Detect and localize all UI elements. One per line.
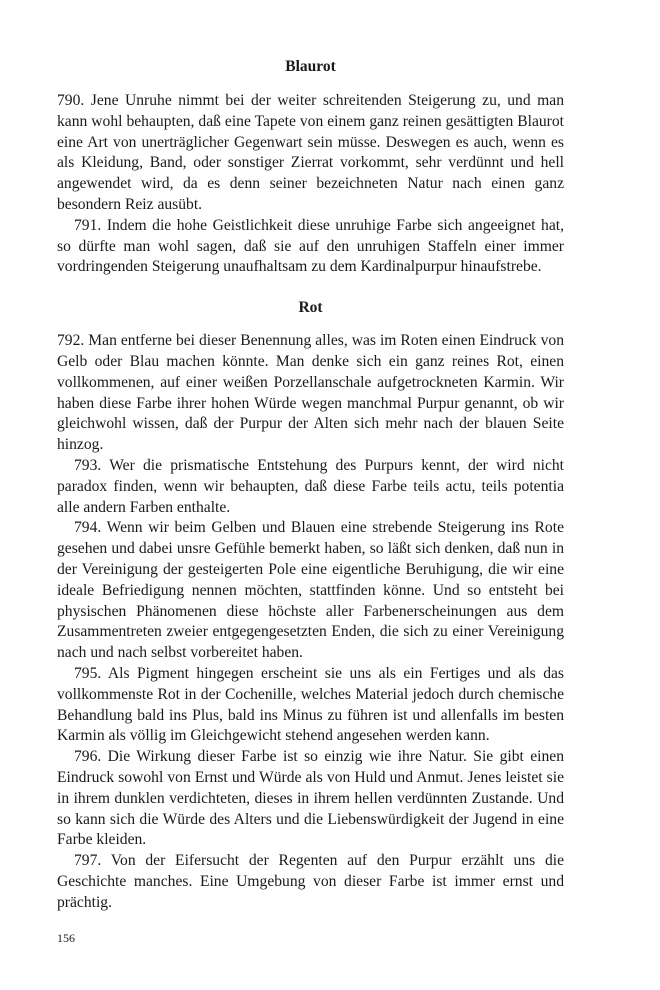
page-body — [57, 55, 564, 913]
section-heading-blaurot: Blaurot — [285, 58, 336, 75]
paragraph-795: 795. Als Pigment hingegen erscheint sie uns als ein Fertiges und als das vollkommenste Rot in der Cochenille, welches Material jedoch durch chemische Behandlung bald ins Plus, bald ins Minus zu führen ist und allenfalls im besten Karmin als völlig im Gleichgewicht stehend angesehen werden kann. — [57, 664, 564, 745]
paragraph-791: 791. Indem die hohe Geistlichkeit diese unruhige Farbe sich angeeignet hat, so dürfte man wohl sagen, daß sie auf den unruhigen Staffeln einer immer vordringenden Steigerung unaufhaltsam zu dem Kardinalpurpur hinaufstrebe. — [57, 216, 564, 276]
paragraph-793: 793. Wer die prismatische Entstehung des Purpurs kennt, der wird nicht paradox finden, wenn wir behaupten, daß diese Farbe teils actu, teils potentia alle andern Farben enthalte. — [57, 456, 564, 516]
paragraph-797: 797. Von der Eifersucht der Regenten auf den Purpur erzählt uns die Geschichte manches. Eine Umgebung von dieser Farbe ist immer ernst und prächtig. — [57, 852, 564, 911]
page-number: 156 — [57, 931, 75, 945]
paragraph-794: 794. Wenn wir beim Gelben und Blauen eine strebende Steigerung ins Rote gesehen und dabei unsre Gefühle bemerkt haben, so läßt sich denken, daß nun in der Vereinigung der gesteigerten Pole eine eigentliche Beruhigung, die wir eine ideale Befriedigung nennen möchten, stattfinden könne. Und so entsteht bei physischen Phänomenen diese höchste aller Farbenerscheinungen aus dem Zusammentreten zweier entgegengesetzten Enden, die sich zu einer Vereinigung nach und nach selbst vorbereitet haben. — [57, 519, 564, 662]
paragraph-790: 790. Jene Unruhe nimmt bei der weiter schreitenden Steigerung zu, und man kann wohl behaupten, daß eine Tapete von einem ganz reinen gesättigten Blaurot eine Art von unerträglicher Gegenwart sein müsse. Deswegen es auch, wenn es als Kleidung, Band, oder sonstiger Zierrat vorkommt, sehr verdünnt und hell angewendet wird, da es denn seiner bezeichneten Natur nach einen ganz besondern Reiz ausübt. — [57, 92, 564, 213]
paragraph-792: 792. Man entferne bei dieser Benennung alles, was im Roten einen Eindruck von Gelb oder Blau machen könnte. Man denke sich ein ganz reines Rot, einen vollkommenen, auf einer weißen Porzellanschale aufgetrockneten Karmin. Wir haben diese Farbe ihrer hohen Würde wegen manchmal Purpur genannt, ob wir gleichwohl wissen, daß der Purpur der Alten sich mehr nach der blauen Seite hinzog. — [57, 332, 564, 454]
paragraph-796: 796. Die Wirkung dieser Farbe ist so einzig wie ihre Natur. Sie gibt einen Eindruck sowohl von Ernst und Würde als von Huld und Anmut. Jenes leistet sie in ihrem dunklen verdichteten, dieses in ihrem hellen verdünnten Zustande. Und so kann sich die Würde des Alters und die Liebenswürdigkeit der Jugend in eine Farbe kleiden. — [57, 748, 564, 849]
section-heading-rot: Rot — [298, 299, 323, 317]
